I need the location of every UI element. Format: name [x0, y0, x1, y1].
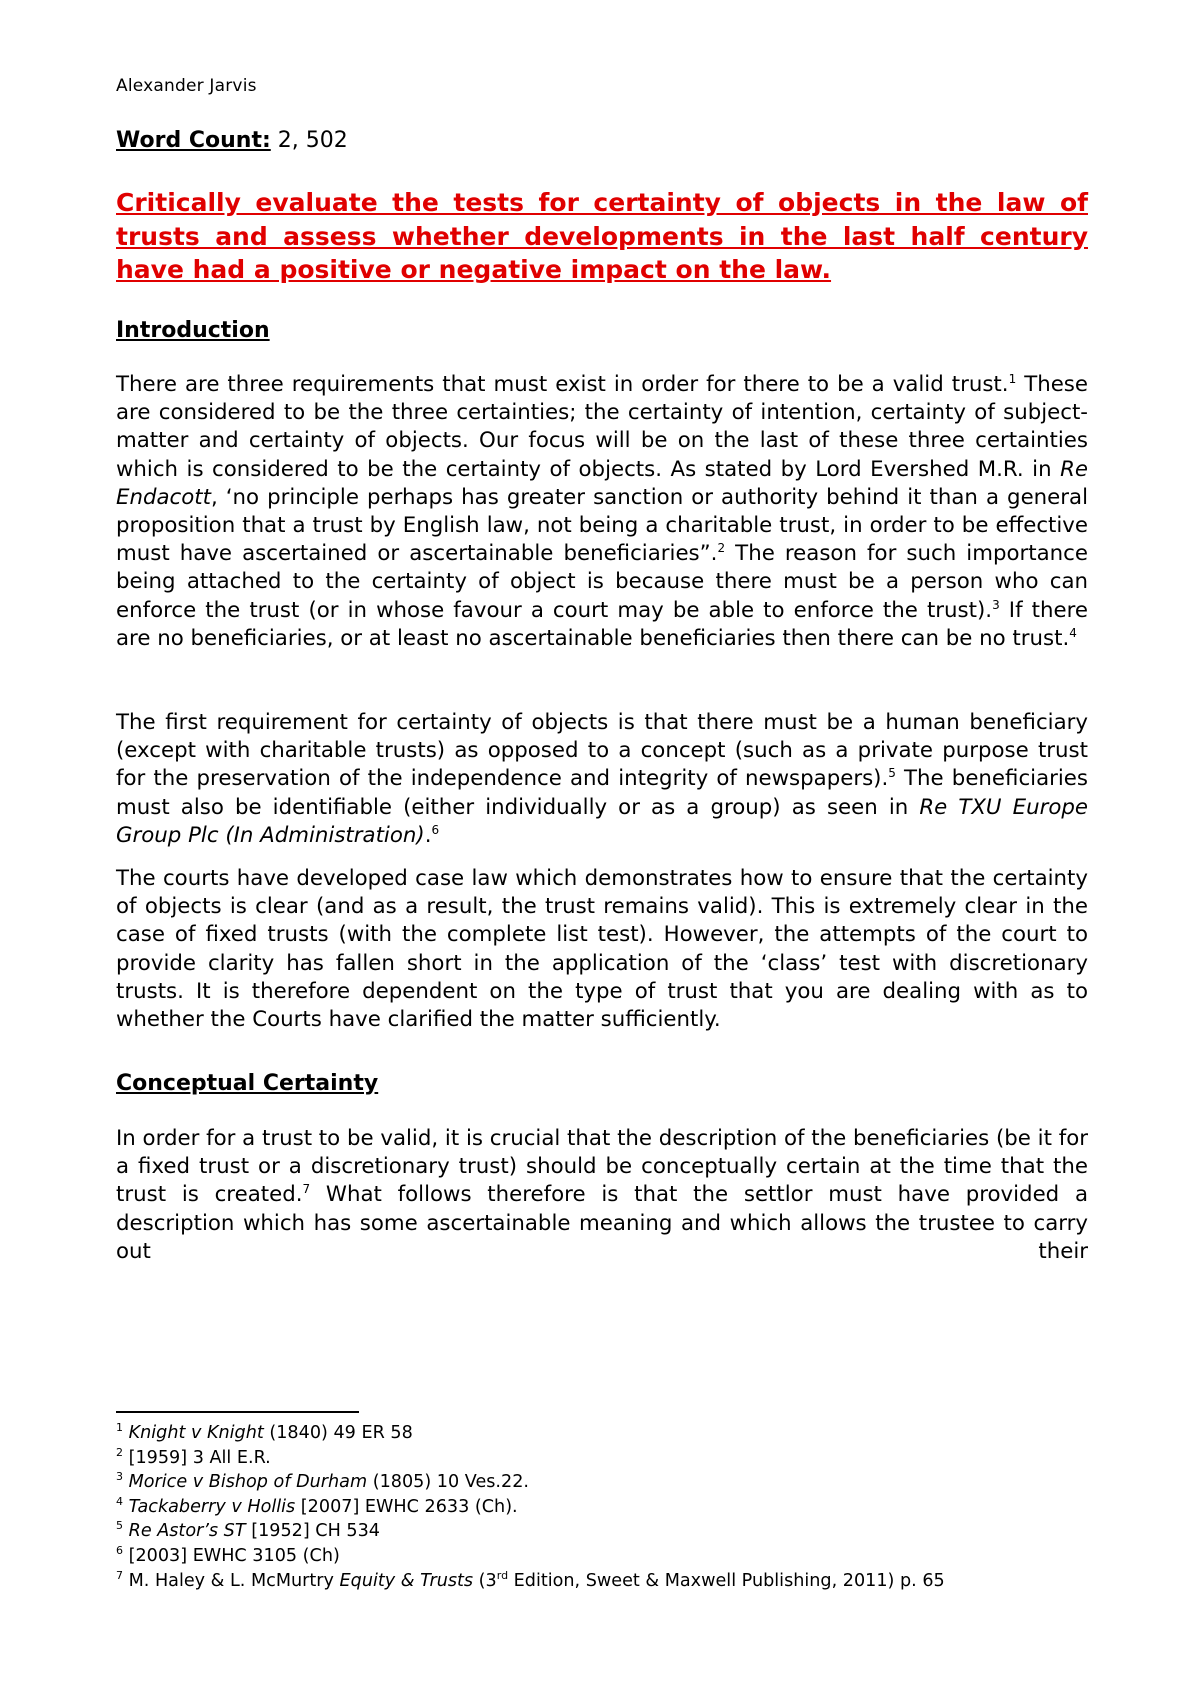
footnote-4: $^4$ Tackaberry v Hollis [2007] EWHC 2633 (Ch).	[116, 1494, 518, 1517]
introduction-paragraph-2: The first requirement for certainty of objects is that there must be a human beneficiary (except with charitable trusts) as opposed to a concept (such as a private purpose trust for the preservation of the independence and integrity of newspapers).$^5$ The beneficiaries must also be identifiable (either individually or as a group) as seen in Re TXU Europe Group Plc (In Administration).$^6$	[116, 710, 1088, 848]
footnote-3: $^3$ Morice v Bishop of Durham (1805) 10 Ves.22.	[116, 1470, 530, 1493]
conceptual-paragraph-1: In order for a trust to be valid, it is crucial that the description of the beneficiaries (be it for a fixed trust or a discretionary trust) should be conceptually certain at the time that the trust is created.$^7$ What follows therefore is that the settlor must have provided a description which has some ascertainable meaning and which allows the trustee to carry out their	[116, 1126, 1089, 1264]
footnote-ref-2[interactable]: 2	[717, 541, 726, 556]
footnote-2: $^2$ [1959] 3 All E.R.	[116, 1445, 271, 1468]
footnote-6: $^6$ [2003] EWHC 3105 (Ch)	[116, 1544, 340, 1566]
section-heading-introduction: Introduction	[116, 318, 270, 343]
footnote-7: $^7$ M. Haley & L. McMurtry Equity & Trusts (3rd Edition, Sweet & Maxwell Publishing, 2011) p. 65	[116, 1568, 945, 1591]
case-name-re-endacott: Re Endacott	[116, 456, 1088, 510]
word-count-value: 2, 502	[270, 128, 348, 153]
section-heading-conceptual-certainty: Conceptual Certainty	[116, 1071, 379, 1096]
author-name: Alexander Jarvis	[116, 76, 257, 96]
introduction-paragraph-3: The courts have developed case law which demonstrates how to ensure that the certainty of objects is clear (and as a result, the trust remains valid). This is extremely clear in the case of fixed trusts (with the complete list test). However, the attempts of the court to provide clarity has fallen short in the application of the ‘class’ test with discretionary trusts. It is therefore dependent on the type of trust that you are dealing with as to whether the Courts have clarified the matter sufficiently.	[116, 866, 1088, 1033]
footnote-separator	[116, 1411, 359, 1413]
footnote-ref-3[interactable]: 3	[992, 597, 1000, 612]
footnote-1: $^1$ Knight v Knight (1840) 49 ER 58	[116, 1421, 413, 1443]
footnote-ref-5[interactable]: 5	[888, 766, 896, 781]
case-name-re-txu: Re TXU Europe Group Plc (In Administration)	[116, 794, 1088, 848]
footnote-ref-7[interactable]: 7	[302, 1182, 311, 1197]
footnotes	[116, 1421, 1088, 1593]
introduction-paragraph-1: There are three requirements that must exist in order for there to be a valid trust.$^1$ These are considered to be the three certainties; the certainty of intention, certainty of subject-matter and certainty of objects. Our focus will be on the last of these three certainties which is considered to be the certainty of objects. As stated by Lord Evershed M.R. in Re Endacott, ‘no principle perhaps has greater sanction or authority behind it than a general proposition that a trust by English law, not being a charitable trust, in order to be effective must have ascertained or ascertainable beneficiaries”.$^2$ The reason for such importance being attached to the certainty of object is because there must be a person who can enforce the trust (or in whose favour a court may be able to enforce the trust).$^3$ If there are no beneficiaries, or at least no ascertainable beneficiaries then there can be no trust.$^4$	[116, 371, 1089, 651]
footnote-ref-4[interactable]: 4	[1069, 625, 1077, 640]
footnote-ref-1[interactable]: 1	[1008, 371, 1017, 386]
footnote-5: $^5$ Re Astor’s ST [1952] CH 534	[116, 1519, 380, 1542]
word-count	[116, 128, 348, 153]
footnote-ref-6[interactable]: 6	[431, 822, 440, 837]
essay-title: Critically evaluate the tests for certainty of objects in the law of trusts and assess whether developments in the last half century have had a positive or negative impact on the law.	[116, 188, 1088, 284]
word-count-label: Word Count:	[116, 128, 271, 153]
